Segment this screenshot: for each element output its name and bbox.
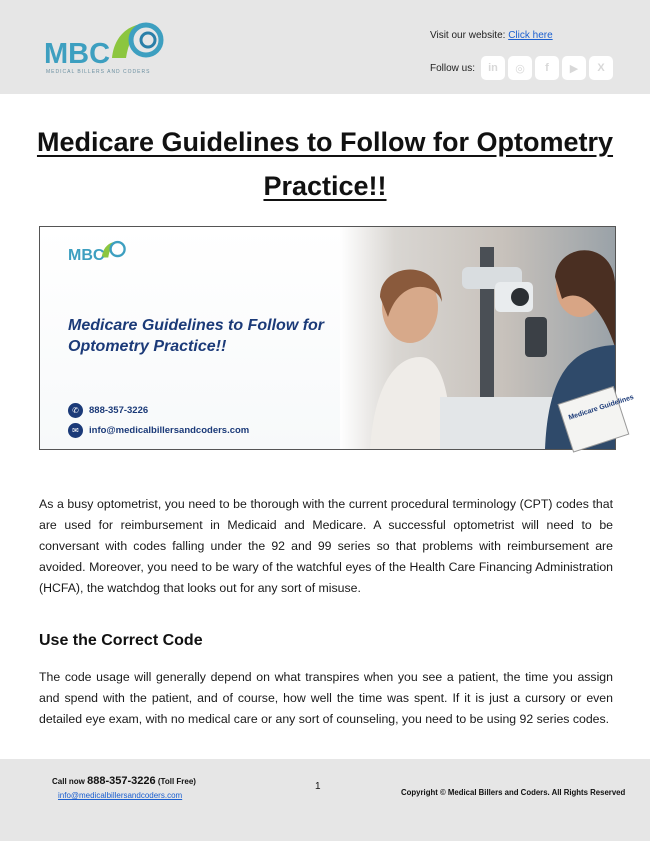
logo-subtext: MEDICAL BILLERS AND CODERS	[46, 69, 151, 75]
banner-email	[68, 423, 249, 438]
linkedin-icon[interactable]	[481, 56, 505, 80]
instagram-glyph: ◎	[515, 62, 525, 75]
footer-email-link[interactable]: info@medicalbillersandcoders.com	[58, 791, 183, 800]
call-label: Call now	[52, 777, 85, 786]
page-title	[30, 120, 620, 208]
visit-label: Visit our website:	[430, 30, 506, 41]
banner-heading: Medicare Guidelines to Follow for Optometry Practice!!	[68, 317, 325, 355]
section-heading: Use the Correct Code	[39, 632, 203, 649]
toll-free-label: (Toll Free)	[157, 777, 196, 786]
page-footer	[0, 759, 650, 841]
clipboard-text: Medicare Guidelines	[567, 393, 635, 422]
x-icon[interactable]	[589, 56, 613, 80]
visit-website	[430, 30, 553, 41]
facebook-glyph: f	[545, 62, 549, 74]
x-glyph: X	[597, 62, 605, 74]
banner-phone	[68, 403, 148, 418]
banner-email-text: info@medicalbillersandcoders.com	[89, 425, 250, 436]
eye-exam-photo	[340, 227, 635, 449]
optometry-scene-illustration	[340, 227, 635, 449]
instagram-icon[interactable]	[508, 56, 532, 80]
website-link[interactable]: Click here	[508, 30, 553, 41]
youtube-icon[interactable]	[562, 56, 586, 80]
footer-phone[interactable]: 888-357-3226	[87, 775, 156, 787]
page-header	[0, 0, 650, 94]
copyright-text: Copyright © Medical Billers and Coders. All Rights Reserved	[401, 788, 626, 797]
footer-call	[52, 775, 196, 787]
page-number: 1	[315, 781, 321, 792]
facebook-icon[interactable]	[535, 56, 559, 80]
banner-logo-text: MBC	[68, 247, 105, 264]
code-paragraph: The code usage will generally depend on what transpires when you see a patient, the time you assign and spend with the patient, and of course, how well the time was spent. If it is just a cursory or even detailed eye exam, with no medical care or any sort of counseling, you need to be using 92 series codes.	[39, 670, 613, 726]
phone-icon: ✆	[68, 403, 83, 418]
title-line-1: Medicare Guidelines to Follow for Optometry	[36, 127, 614, 157]
mbc-logo[interactable]	[44, 20, 174, 80]
intro-paragraph: As a busy optometrist, you need to be thorough with the current procedural terminology (CPT) codes that are used for reimbursement in Medicaid and Medicare. A successful optometrist will need to be conversant with codes falling under the 92 and 99 series so that problems with reimbursement are avoided. Moreover, you need to be wary of the watchful eyes of the Health Care Financing Administration (HCFA), the watchdog that looks out for any sort of misuse.	[39, 497, 613, 595]
title-line-2: Practice!!	[263, 171, 387, 201]
logo-text: MBC	[44, 38, 111, 70]
banner-image	[39, 226, 635, 450]
mail-icon: ✉	[68, 423, 83, 438]
banner-phone-text: 888-357-3226	[89, 405, 149, 416]
logo-swirl-icon	[104, 20, 164, 64]
follow-label: Follow us:	[430, 63, 476, 74]
linkedin-glyph: in	[488, 62, 498, 74]
youtube-glyph: ▶	[569, 62, 579, 75]
